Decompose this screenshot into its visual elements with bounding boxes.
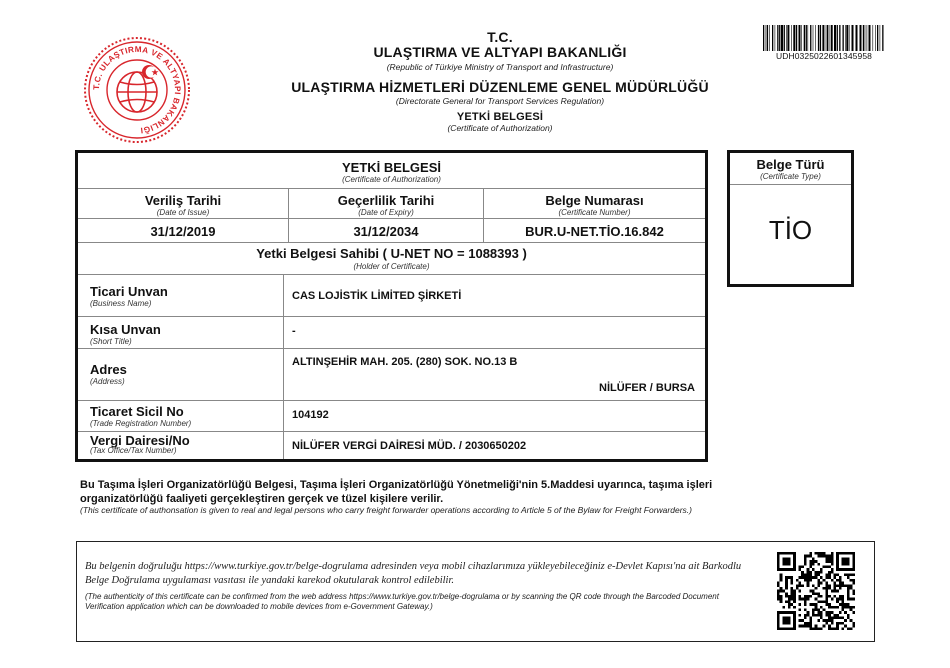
holder-label: Yetki Belgesi Sahibi ( U-NET NO = 1088393 ) [256,246,527,261]
header-directorate: ULAŞTIRMA HİZMETLERİ DÜZENLEME GENEL MÜDÜRLÜĞÜ [291,79,709,95]
certificate-number-label: Belge Numarası [545,193,644,208]
tax-office-row [78,432,705,459]
certificate-number-value: BUR.U-NET.TİO.16.842 [483,219,705,242]
business-name-row [78,275,705,317]
short-title-label-en: (Short Title) [90,337,132,346]
header-directorate-en: (Directorate General for Transport Services Regulation) [395,96,605,106]
verification-text-en: (The authenticity of this certificate can be confirmed from the web address https://www.turkiye.gov.tr/belge-dogrulama or by scanning the QR code through the Barcoded Document Verification application which can be downloaded to mobile devices from e-Government Gateway.) [85,592,719,611]
barcode-text: UDH0325022601345958 [776,51,872,61]
certificate-box [75,150,708,462]
statement-text-en: (This certificate of authonsation is given to real and legal persons who carry freight forwarder operations according to Article 5 of the Bylaw for Freight Forwarders.) [80,505,692,515]
tax-office-value: NİLÜFER VERGİ DAİRESİ MÜD. / 2030650202 [283,432,705,459]
address-row [78,349,705,401]
holder-label-en: (Holder of Certificate) [353,262,430,271]
expiry-date-value: 31/12/2034 [288,219,483,242]
business-name-label: Ticari Unvan [90,284,168,299]
issue-date-value: 31/12/2019 [150,224,216,239]
short-title-row [78,317,705,349]
trade-registration-label-en: (Trade Registration Number) [90,419,192,428]
ministry-seal-logo [82,35,192,145]
header-doc-title: YETKİ BELGESİ [456,111,544,123]
barcode-icon [763,25,885,51]
dates-label-row [78,189,705,219]
issue-date-header [78,189,288,218]
header-ministry: ULAŞTIRMA VE ALTYAPI BAKANLIĞI [373,44,627,60]
holder-row [78,243,705,275]
business-name-label-en: (Business Name) [90,299,152,308]
certificate-type-label: Belge Türü [756,157,825,172]
expiry-date-label-en: (Date of Expiry) [358,208,414,217]
certificate-title-row [78,153,705,189]
seal-ring-text: T.C. ULAŞTIRMA VE ALTYAPI BAKANLIĞI [91,44,183,135]
statement-text: Bu Taşıma İşleri Organizatörlüğü Belgesi, Taşıma İşleri Organizatörlüğü Yönetmeliği'nin 5.Maddesi uyarınca, taşıma işleri organizatörlüğü faaliyeti gerçekleştiren gerçek ve tüzel kişilere verilir. [80,479,713,505]
short-title-value: - [283,317,705,348]
header-tc: T.C. [487,29,513,45]
verification-text: Bu belgenin doğruluğu https://www.turkiye.gov.tr/belge-dogrulama adresinden veya mobil cihazlarımıza yükleyebileceğiniz e-Devlet Kapısı'na ait Barkodlu Belge Doğrulama uygulaması vasıtası ile yandaki karekod okutularak kontrol edilebilir. [85,561,742,586]
verification-box [76,541,875,642]
tax-office-label-en: (Tax Office/Tax Number) [90,446,177,455]
trade-registration-row [78,401,705,432]
address-label: Adres [90,362,127,377]
certificate-title: YETKİ BELGESİ [342,160,441,175]
certificate-type-label-en: (Certificate Type) [760,172,821,181]
address-label-en: (Address) [90,377,125,386]
header-ministry-en: (Republic of Türkiye Ministry of Transport and Infrastructure) [386,62,614,72]
certificate-type-value: TİO [768,215,813,245]
qr-code-icon[interactable] [777,552,855,630]
address-line-1: ALTINŞEHİR MAH. 205. (280) SOK. NO.13 B [292,356,518,368]
business-name-value: CAS LOJİSTİK LİMİTED ŞİRKETİ [283,275,705,316]
header-doc-title-en: (Certificate of Authorization) [447,123,553,133]
certificate-title-en: (Certificate of Authorization) [342,175,441,184]
certificate-type-header [730,153,851,185]
svg-text:T.C. ULAŞTIRMA VE ALTYAPI BAKA [92,45,182,137]
address-value-cell [283,349,705,400]
expiry-date-label: Geçerlilik Tarihi [337,193,435,208]
trade-registration-label: Ticaret Sicil No [90,404,184,419]
trade-registration-value: 104192 [283,401,705,431]
dates-value-row [78,219,705,243]
issue-date-label: Veriliş Tarihi [144,193,222,208]
tax-office-label: Vergi Dairesi/No [90,433,190,448]
short-title-label: Kısa Unvan [90,322,161,337]
certificate-number-header [483,189,705,218]
address-line-2: NİLÜFER / BURSA [599,382,695,394]
issue-date-label-en: (Date of Issue) [156,208,210,217]
expiry-date-header [288,189,483,218]
certificate-type-box [727,150,854,287]
certificate-number-label-en: (Certificate Number) [558,208,631,217]
